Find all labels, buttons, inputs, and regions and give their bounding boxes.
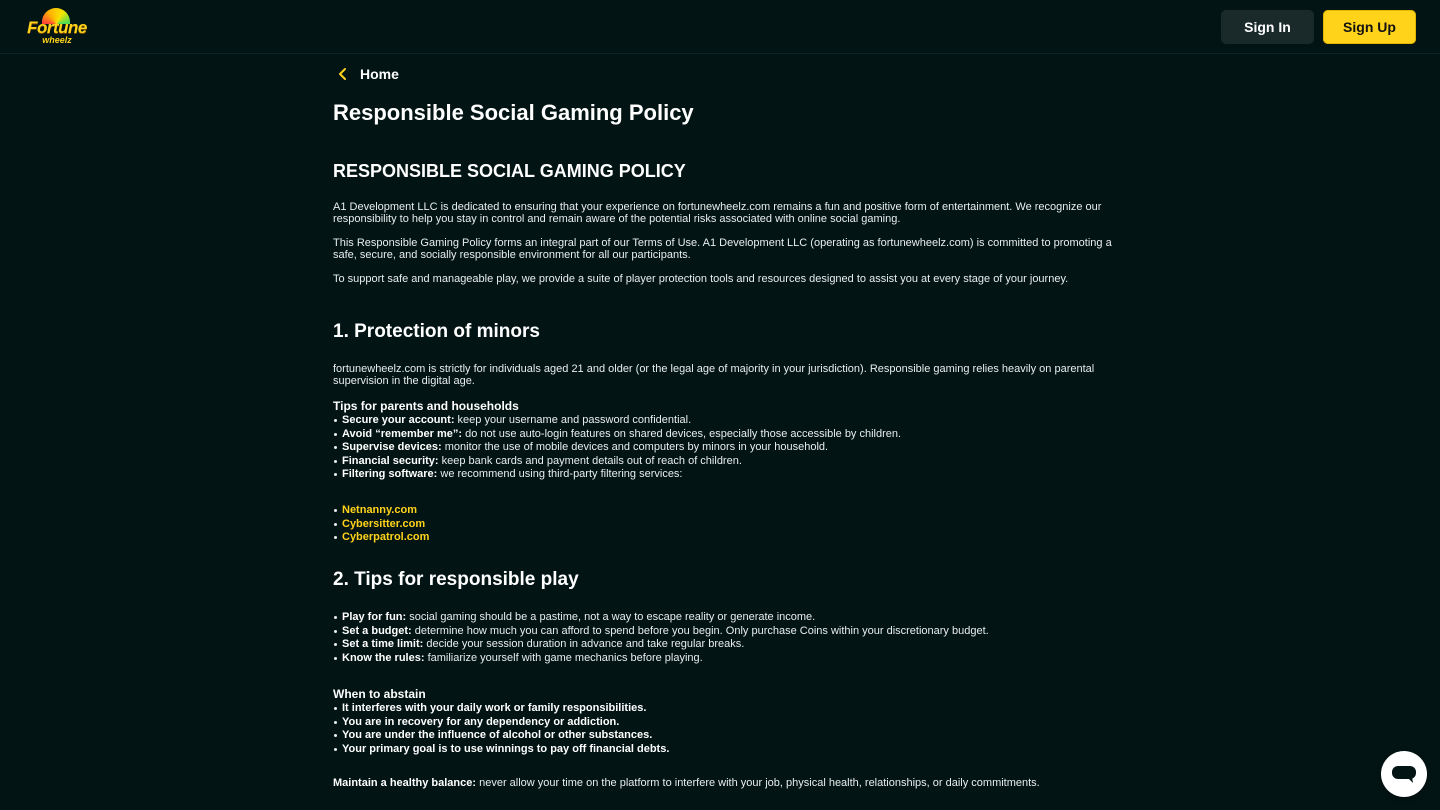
intro-paragraph: To support safe and manageable play, we provide a suite of player protection tools and resources designed to assist you at every stage of your journey. — [333, 273, 1069, 285]
home-back-link[interactable] — [336, 65, 399, 83]
list-item: Set a budget: determine how much you can afford to spend before you begin. Only purchase Coins within your discretionary budget. — [333, 625, 1113, 639]
list-item: Filtering software: we recommend using third-party filtering services: — [333, 468, 1113, 482]
list-item: It interferes with your daily work or family responsibilities. — [333, 702, 1113, 716]
home-label: Home — [360, 66, 399, 82]
logo-text: Fortune — [27, 18, 87, 37]
responsible-play-list — [333, 611, 1113, 665]
list-item: Play for fun: social gaming should be a pastime, not a way to escape reality or generate income. — [333, 611, 1113, 625]
link-netnanny[interactable]: Netnanny.com — [333, 504, 1113, 518]
parents-tips-heading: Tips for parents and households — [333, 399, 519, 413]
section-heading-minors: 1. Protection of minors — [333, 321, 540, 342]
filtering-links-list — [333, 504, 1113, 545]
logo-subtext: wheelz — [42, 35, 72, 45]
link-cyberpatrol[interactable]: Cyberpatrol.com — [333, 531, 1113, 545]
list-item: Avoid “remember me”: do not use auto-login features on shared devices, especially those accessible by children. — [333, 428, 1113, 442]
chat-button[interactable] — [1381, 751, 1427, 797]
list-item: Secure your account: keep your username and password confidential. — [333, 414, 1113, 428]
policy-heading: RESPONSIBLE SOCIAL GAMING POLICY — [333, 161, 686, 181]
chevron-left-icon — [336, 67, 350, 81]
list-item: Your primary goal is to use winnings to pay off financial debts. — [333, 743, 1113, 757]
fortune-wheelz-logo[interactable] — [24, 8, 90, 46]
parents-tips-list — [333, 414, 1113, 482]
minors-paragraph: fortunewheelz.com is strictly for individuals aged 21 and older (or the legal age of majority in your jurisdiction). Responsible gaming relies heavily on parental supervision in the digital age. — [333, 363, 1095, 387]
top-bar — [0, 0, 1440, 54]
section-heading-responsible-play: 2. Tips for responsible play — [333, 569, 579, 590]
link-cybersitter[interactable]: Cybersitter.com — [333, 518, 1113, 532]
list-item: Set a time limit: decide your session duration in advance and take regular breaks. — [333, 638, 1113, 652]
abstain-list — [333, 702, 1113, 756]
intro-paragraph: A1 Development LLC is dedicated to ensuring that your experience on fortunewheelz.com remains a fun and positive form of entertainment. We recognize our responsibility to help you stay in control and remain aware of the potential risks associated with online social gaming. — [333, 201, 1102, 225]
abstain-heading: When to abstain — [333, 687, 426, 701]
intro-paragraph: This Responsible Gaming Policy forms an integral part of our Terms of Use. A1 Development LLC (operating as fortunewheelz.com) is committed to promoting a safe, secure, and socially responsible environment for all our participants. — [333, 237, 1112, 261]
sign-up-button[interactable]: Sign Up — [1323, 10, 1416, 44]
list-item: Financial security: keep bank cards and payment details out of reach of children. — [333, 455, 1113, 469]
page-title: Responsible Social Gaming Policy — [333, 100, 694, 125]
list-item: You are under the influence of alcohol or other substances. — [333, 729, 1113, 743]
list-item: Know the rules: familiarize yourself with game mechanics before playing. — [333, 652, 1113, 666]
chat-bubble-icon — [1391, 764, 1417, 784]
list-item: Supervise devices: monitor the use of mobile devices and computers by minors in your household. — [333, 441, 1113, 455]
list-item: You are in recovery for any dependency or addiction. — [333, 716, 1113, 730]
sign-in-button[interactable]: Sign In — [1221, 10, 1314, 44]
healthy-balance-paragraph: Maintain a healthy balance: never allow your time on the platform to interfere with your job, physical health, relationships, or daily commitments. — [333, 777, 1040, 789]
